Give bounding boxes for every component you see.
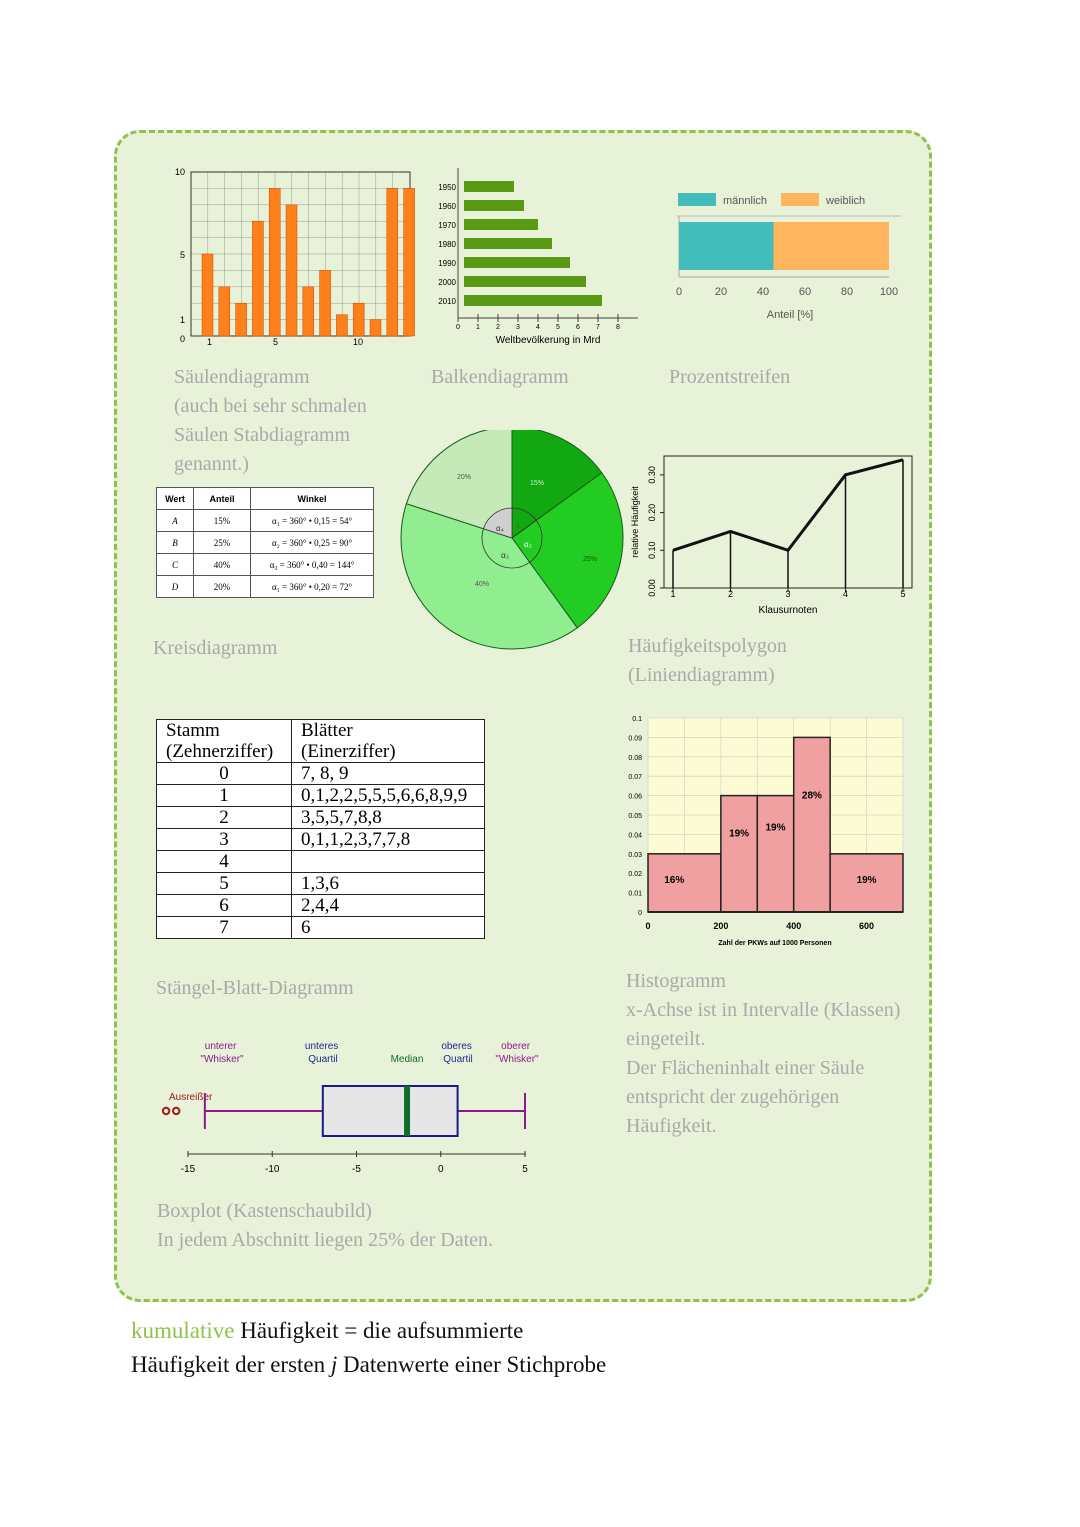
caption-frequency-polygon: Häufigkeitspolygon (Liniendiagramm) <box>628 635 787 686</box>
y-tick: 10 <box>174 167 185 177</box>
y-tick: 1950 <box>438 183 456 192</box>
x-axis-label: Anteil [%] <box>766 309 814 321</box>
x-tick: 400 <box>786 921 802 931</box>
x-tick: 200 <box>713 921 729 931</box>
x-tick: 5 <box>273 337 279 347</box>
caption-histogram: Histogramm x-Achse ist in Intervalle (Klassen) eingeteilt. Der Flächeninhalt einer Säule entspricht der zugehörigen Häufigkeit. <box>626 970 901 1137</box>
stem-leaf-table <box>156 719 485 939</box>
slice-label: 15% <box>530 480 545 487</box>
cumulative-frequency-definition: kumulative Häufigkeit = die aufsummierte Häufigkeit der ersten j Datenwerte einer Stichprobe <box>131 1318 607 1377</box>
x-tick: 1 <box>670 589 676 599</box>
x-tick: 2 <box>496 324 500 331</box>
caption-percent-strip: Prozentstreifen <box>669 366 791 388</box>
x-tick: 4 <box>842 589 849 599</box>
x-tick: 40 <box>756 286 770 298</box>
legend-female: weiblich <box>826 195 866 207</box>
y-tick: 0.05 <box>628 813 642 820</box>
label-outlier: Ausreißer <box>169 1092 213 1103</box>
caption-pie-chart: Kreisdiagramm <box>153 637 278 659</box>
horizontal-bar-chart <box>430 160 645 350</box>
bar-label: 19% <box>856 874 877 886</box>
bar <box>286 205 297 336</box>
histogram-bar <box>757 796 793 912</box>
bar <box>464 238 552 249</box>
y-tick: 1980 <box>438 240 456 249</box>
angle-label: α₄ <box>496 524 504 533</box>
bar <box>464 181 514 192</box>
slice-label: 20% <box>457 474 472 481</box>
x-axis-label: Weltbevölkerung in Mrd <box>495 335 601 346</box>
y-tick: 5 <box>179 250 185 260</box>
bar <box>202 254 213 336</box>
y-tick: 1960 <box>438 202 456 211</box>
frequency-polygon-chart <box>625 450 915 620</box>
x-tick: 10 <box>353 337 364 347</box>
x-tick: 60 <box>798 286 812 298</box>
x-tick: 5 <box>900 589 906 599</box>
x-tick: 1 <box>476 324 480 331</box>
bar <box>387 188 398 336</box>
x-tick: 8 <box>616 324 620 331</box>
header-wert: Wert <box>157 488 194 510</box>
header-winkel: Winkel <box>251 488 374 510</box>
bar-label: 19% <box>765 822 786 834</box>
bar <box>353 303 364 336</box>
angle-label: α₃ <box>501 551 509 560</box>
percent-strip-chart <box>665 185 910 330</box>
histogram-bar <box>721 796 757 912</box>
angle-label: α₂ <box>524 540 532 549</box>
y-tick: 1970 <box>438 221 456 230</box>
x-tick: 7 <box>596 324 600 331</box>
slice-label: 40% <box>475 581 490 588</box>
bar <box>269 188 280 336</box>
bar <box>404 188 415 336</box>
x-tick: 3 <box>785 589 791 599</box>
column-chart <box>165 160 425 350</box>
x-tick: 80 <box>840 286 854 298</box>
caption-horizontal-bar: Balkendiagramm <box>431 366 569 388</box>
x-tick: 20 <box>714 286 728 298</box>
table-row: C 40% α₃ = 360° • 0,40 = 144° <box>157 554 374 576</box>
bar <box>464 295 602 306</box>
y-tick: 0.09 <box>628 735 642 743</box>
x-tick: 0 <box>645 921 651 931</box>
x-tick: -5 <box>352 1164 361 1175</box>
x-tick: 5 <box>522 1164 528 1175</box>
label-lower-quartile: unteres Quartil <box>304 1041 339 1065</box>
label-lower-whisker: unterer "Whisker" <box>200 1041 244 1065</box>
bar <box>320 270 331 336</box>
outlier-point <box>173 1108 179 1114</box>
slice-label: 25% <box>583 556 598 563</box>
histogram-bar <box>794 737 830 912</box>
bar-label: 16% <box>664 874 685 886</box>
caption-stem-leaf: Stängel-Blatt-Diagramm <box>156 977 354 999</box>
legend-swatch-female <box>781 193 819 206</box>
label-upper-whisker: oberer "Whisker" <box>495 1041 539 1065</box>
table-row: 5 1,3,6 <box>157 873 485 895</box>
bar-label: 28% <box>801 790 822 802</box>
label-median: Median <box>390 1054 424 1065</box>
table-row: 6 2,4,4 <box>157 895 485 917</box>
boxplot-chart <box>160 1035 550 1180</box>
caption-column-chart: Säulendiagramm (auch bei sehr schmalen Säulen Stabdiagramm genannt.) <box>174 366 367 475</box>
x-tick: 100 <box>879 286 899 298</box>
strip-segment <box>774 222 890 270</box>
y-tick: 0.06 <box>628 793 642 801</box>
y-tick: 1990 <box>438 259 456 268</box>
y-tick: 0.01 <box>628 890 642 898</box>
table-row: 0 7, 8, 9 <box>157 763 485 785</box>
histogram-chart <box>620 710 915 955</box>
x-tick: 3 <box>516 324 520 331</box>
box <box>323 1086 458 1136</box>
table-row: 4 <box>157 851 485 873</box>
y-tick: 0.03 <box>628 851 642 859</box>
keyword-cumulative: kumulative <box>131 1318 235 1343</box>
y-tick: 0.02 <box>628 871 642 879</box>
bar <box>336 315 347 336</box>
bar <box>464 219 538 230</box>
table-row: 3 0,1,1,2,3,7,7,8 <box>157 829 485 851</box>
legend-swatch-male <box>678 193 716 206</box>
y-tick: 1 <box>179 315 185 325</box>
x-tick: 2 <box>727 589 734 599</box>
x-tick: 6 <box>576 324 580 331</box>
table-row: A 15% α₁ = 360° • 0,15 = 54° <box>157 510 374 532</box>
y-tick: 0.04 <box>628 832 642 840</box>
y-tick: 0.07 <box>628 774 642 782</box>
x-tick: 5 <box>556 324 560 331</box>
y-tick: 2000 <box>438 278 456 287</box>
bar <box>464 200 524 211</box>
label-upper-quartile: oberes Quartil <box>441 1041 473 1065</box>
x-tick: 4 <box>536 324 540 331</box>
caption-boxplot: Boxplot (Kastenschaubild) In jedem Abschnitt liegen 25% der Daten. <box>157 1200 494 1251</box>
bar <box>219 287 230 336</box>
angle-label: α₁ <box>516 524 522 530</box>
x-tick: 0 <box>437 1164 444 1175</box>
bar-label: 19% <box>729 828 750 840</box>
table-row: D 20% α₁ = 360° • 0,20 = 72° <box>157 576 374 598</box>
legend-male: männlich <box>723 195 768 207</box>
table-row: 1 0,1,2,2,5,5,5,6,6,8,9,9 <box>157 785 485 807</box>
pie-chart <box>395 430 635 655</box>
strip-segment <box>679 222 774 270</box>
y-tick: 0.08 <box>628 754 642 762</box>
y-tick: 0.20 <box>647 503 657 522</box>
bar <box>303 287 314 336</box>
x-axis-label: Zahl der PKWs auf 1000 Personen <box>718 940 832 947</box>
header-stem: Stamm (Zehnerziffer) <box>157 720 292 763</box>
y-tick: 0 <box>179 334 185 344</box>
outlier-point <box>163 1108 169 1114</box>
table-row: B 25% α₂ = 360° • 0,25 = 90° <box>157 532 374 554</box>
x-tick: -10 <box>265 1164 280 1175</box>
x-tick: 0 <box>456 324 460 331</box>
bar <box>370 320 381 336</box>
y-axis-label: relative Häufigkeit <box>630 486 640 558</box>
x-tick: 1 <box>207 337 213 347</box>
y-tick: 0.10 <box>647 541 657 560</box>
y-tick: 2010 <box>438 297 456 306</box>
header-anteil: Anteil <box>194 488 251 510</box>
y-tick: 0.1 <box>632 716 642 723</box>
header-leaves: Blätter (Einerziffer) <box>292 720 485 763</box>
x-tick: 0 <box>675 286 683 298</box>
table-row: 2 3,5,5,7,8,8 <box>157 807 485 829</box>
angle-table <box>156 487 374 598</box>
y-tick: 0.30 <box>647 466 657 484</box>
bar <box>236 303 247 336</box>
bar <box>464 257 570 268</box>
x-tick: -15 <box>180 1164 196 1175</box>
x-axis-label: Klausurnoten <box>758 605 818 616</box>
y-tick: 0 <box>638 910 642 917</box>
histogram-bar <box>648 854 721 912</box>
x-tick: 600 <box>859 921 875 931</box>
table-row: 7 6 <box>157 917 485 939</box>
bar <box>252 221 263 336</box>
y-tick: 0.00 <box>647 579 657 597</box>
bar <box>464 276 586 287</box>
